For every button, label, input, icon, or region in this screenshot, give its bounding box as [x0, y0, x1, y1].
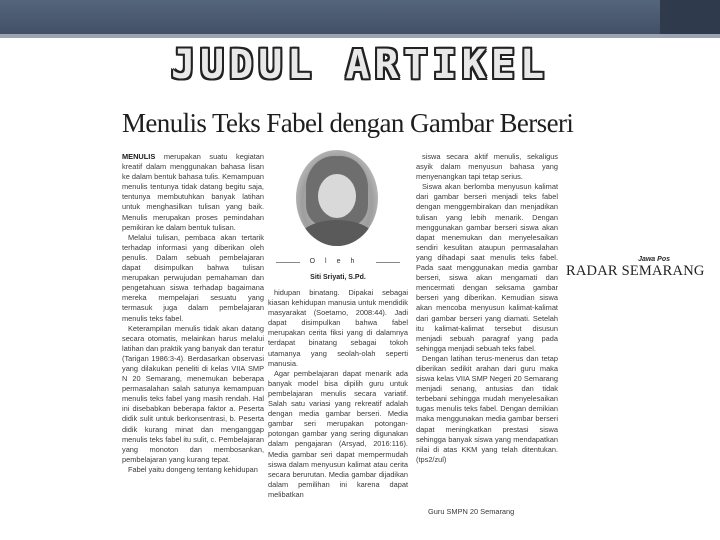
newspaper-brand: [566, 256, 706, 280]
paragraph-text: Melalui tulisan, pembaca akan tertarik terhadap informasi yang diberikan oleh penulis. Dalam sebuah pembelajaran dapat disimpulkan bahwa tulisan merupakan perwujudan pemahaman dan pengetahuan siswa terhadap bagaimana mereka mempelajari sesuatu yang termasuk juga dalam pembelajaran menulis teks fabel.: [122, 232, 264, 323]
article-headline: Menulis Teks Fabel dengan Gambar Berseri: [122, 108, 574, 138]
article-paragraph: [416, 182, 558, 354]
byline-oleh: Oleh: [309, 258, 365, 265]
brand-sub: Jawa Pos: [638, 256, 670, 263]
article-paragraph: [268, 369, 408, 500]
author-photo-shoulders: [298, 220, 376, 246]
article-paragraph: [122, 465, 264, 475]
paragraph-text: Agar pembelajaran dapat menarik ada banyak model bisa dipilih guru untuk pembelajaran menulis secara variatif. Salah satu variasi yang rekreatif adalah dengan media gambar berseri. Media gambar seri merupakan potongan-potongan gambar yang sering digunakan dalam pengajaran (Arsyad, 2016:116). Media gambar seri dapat mempermudah siswa dalam menyusun kalimat atau cerita secara berurutan. Media gambar dijadikan dalam pemilihan ini karena dapat melibatkan: [268, 368, 408, 499]
article-paragraph: [268, 288, 408, 369]
article-paragraph: [122, 233, 264, 324]
article-paragraph: [122, 324, 264, 465]
paragraph-text: hidupan binatang. Dipakai sebagai kiasan kehidupan manusia untuk mendidik masyarakat (Soetarno, 2008:44). Jadi dapat disimpulkan bahwa fabel merupakan cerita fiksi yang di dalamnya terdapat binatang sebagai tokoh utamanya yang seolah-olah seperti manusia.: [268, 288, 408, 368]
slide-header-accent: [660, 0, 720, 34]
paragraph-lead-word: MENULIS: [122, 152, 156, 161]
author-footnote: Guru SMPN 20 Semarang: [428, 507, 515, 516]
slide-title: JUDUL ARTIKEL: [170, 42, 550, 88]
article-paragraph: [416, 354, 558, 465]
author-photo-face: [318, 174, 356, 218]
paragraph-text: Fabel yaitu dongeng tentang kehidupan: [128, 464, 258, 474]
author-photo: [296, 150, 378, 246]
brand-name: RADAR SEMARANG: [566, 263, 705, 279]
article-column-1: [122, 152, 264, 522]
article-column-3: [416, 152, 558, 522]
paragraph-text: siswa secara aktif menulis, sekaligus asyik dalam menyusun bahasa yang menyenangkan tapi tetap serius.: [416, 152, 558, 182]
paragraph-text: merupakan suatu kegiatan kreatif dalam menggunakan bahasa lisan ke dalam bentuk bahasa tulis. Kemampuan menulis tentunya tidak datang begitu saja, tentunya membutuhkan banyak latihan untuk menghasilkan tulisan yang baik. Menulis merupakan proses pemindahan pemikiran ke dalam bentuk tulisan.: [122, 152, 264, 232]
article-paragraph: [122, 152, 264, 233]
slide-header-bar: [0, 0, 720, 34]
article-column-2: [268, 288, 408, 524]
byline-author-name: Siti Sriyati, S.Pd.: [310, 274, 366, 281]
paragraph-text: Keterampilan menulis tidak akan datang secara otomatis, melainkan harus melalui latihan dan praktik yang banyak dan teratur (Tarigan 1986:3-4). Berdasarkan observasi yang dilakukan peneliti di kelas VIIA SMP N 20 Semarang, menemukan beberapa permasalahan salah satunya kemampuan menulis teks fabel yang masih rendah. Hal ini disebabkan beberapa faktor a. Peserta didik sulit untuk berkonsentrasi, b. Peserta didik kurang minat dan menganggap menulis teks fabel itu sulit, c. Pembelajaran yang monoton dan membosankan, pembelajaran yang kurang tepat.: [122, 323, 264, 464]
paragraph-text: Dengan latihan terus-menerus dan tetap diberikan sedikit arahan dari guru maka siswa kelas VIIA SMP Negeri 20 Semarang menjadi senang, antusias dan tidak terbebani sehingga mudah menyelesaikan tugas menulis teks fabel. Dengan demikian maka menggunakan media gambar berseri dapat meningkatkan prestasi siswa sehingga banyak siswa yang mendapatkan nilai di atas KKM yang telah ditentukan. (tps2/zul): [416, 353, 558, 464]
article-paragraph: [416, 152, 558, 182]
paragraph-text: Siswa akan berlomba menyusun kalimat dari gambar berseri menjadi teks fabel dengan menggembirakan dan menjadikan tulisan yang lebih menarik. Dengan menggunakan gambar berseri siswa akan dapat menemukan dan menyelesaikan sendiri kesulitan ataupun permasalahan yang dihadapi saat menulis teks fabel. Pada saat menggunakan media gambar berseri, siswa akan mengamati dan mencermati dengan seksama gambar berseri yang diberikan. Kemudian siswa akan mencoba menyusun kalimat-kalimat dari gambar berseri yang diamati. Setelah itu kalimat-kalimat tersebut disusun menjadi sebuah paragraf yang pada sehingga menjadi sebuah teks fabel.: [416, 182, 558, 353]
slide-header-rule: [0, 34, 720, 38]
